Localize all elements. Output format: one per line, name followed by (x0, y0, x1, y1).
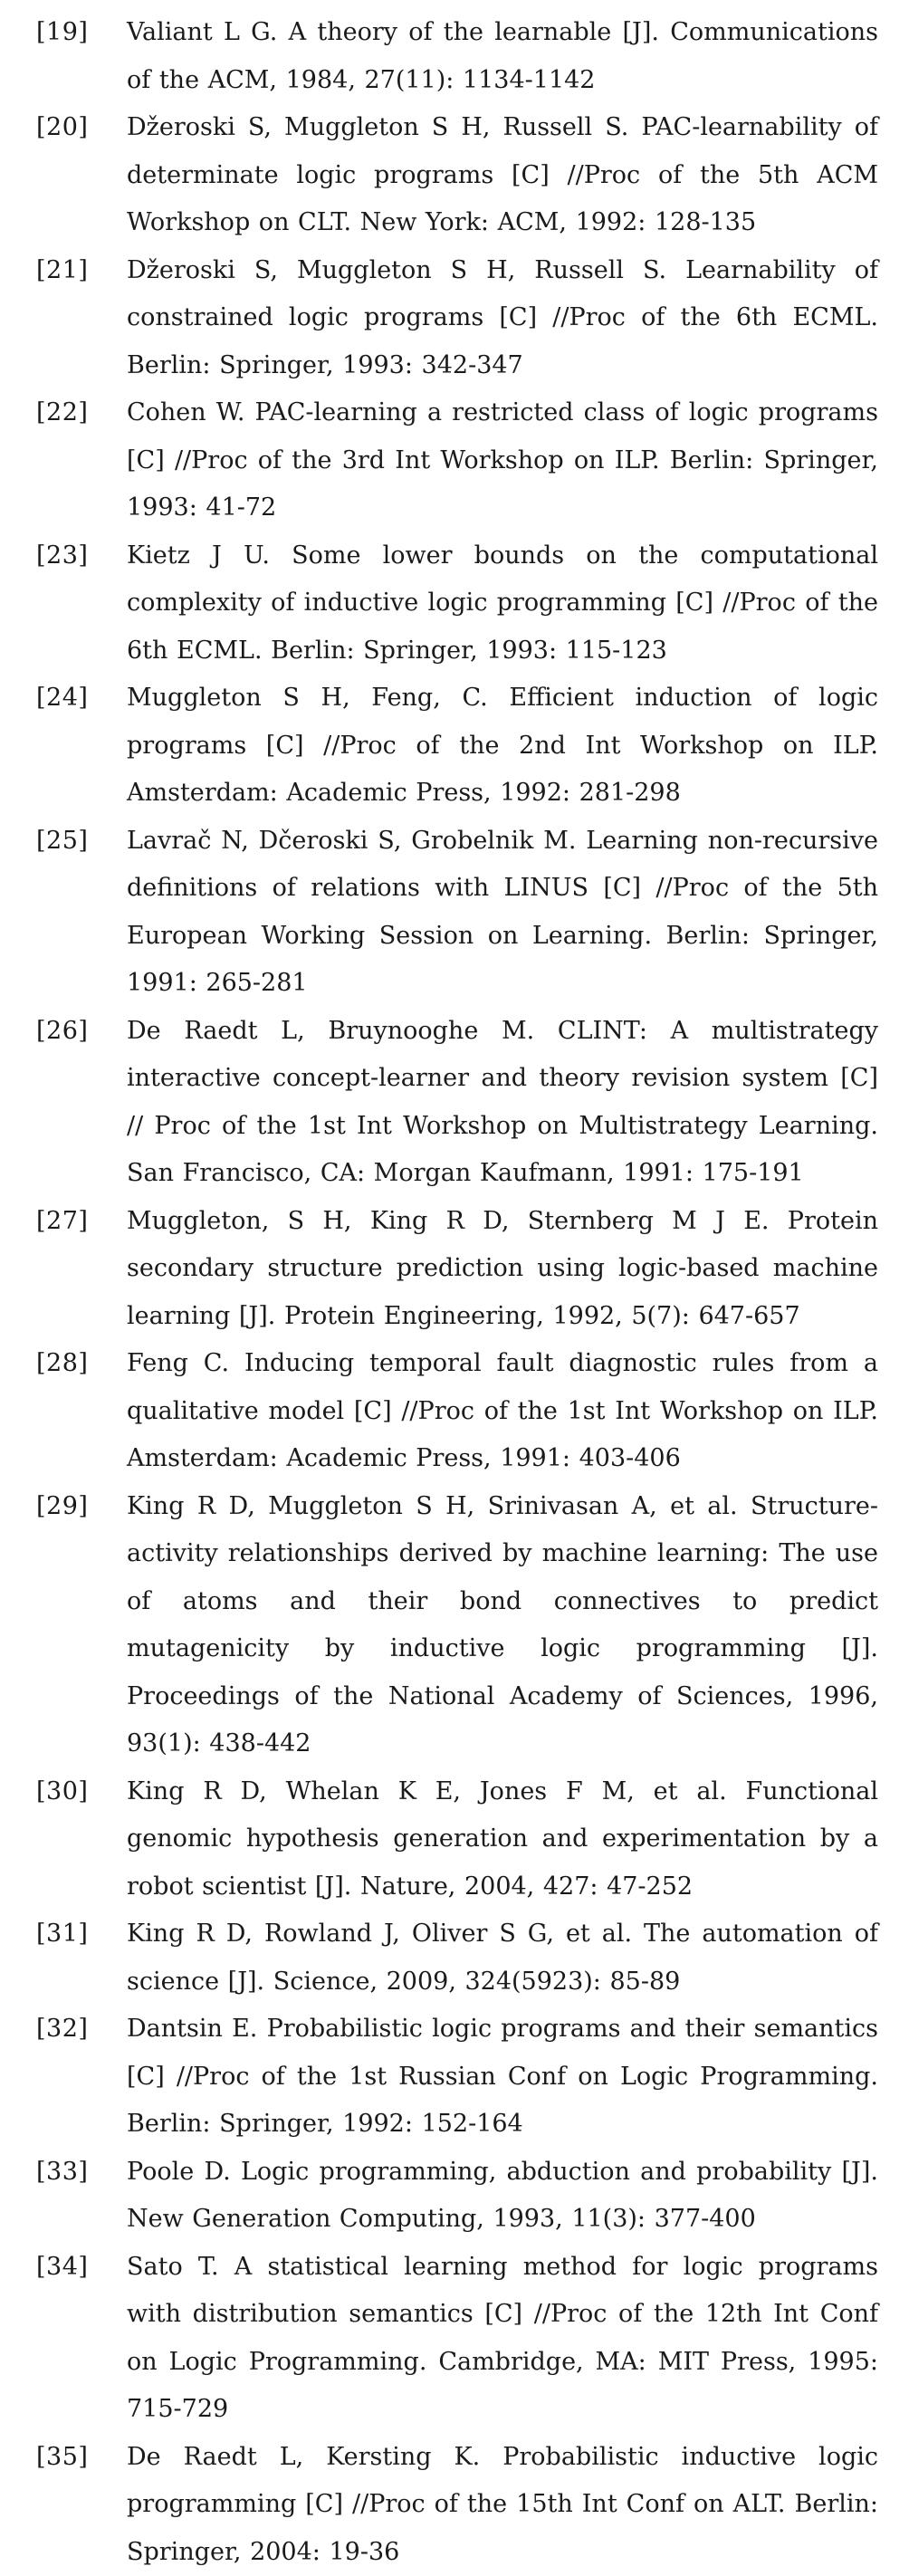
reference-list (36, 9, 878, 2576)
reference-number: [32] (36, 2006, 127, 2054)
reference-number: [23] (36, 532, 127, 580)
reference-item (36, 1340, 878, 1483)
reference-text: King R D, Whelan K E, Jones F M, et al. Functional genomic hypothesis generation and experimentation by a robot scientist [J]. Nature, 2004, 427: 47-252 (127, 1768, 878, 1911)
reference-item (36, 1008, 878, 1198)
reference-item (36, 532, 878, 675)
reference-item (36, 9, 878, 104)
reference-number: [24] (36, 675, 127, 723)
reference-item (36, 1483, 878, 1768)
reference-item (36, 104, 878, 247)
reference-number: [25] (36, 818, 127, 866)
reference-number: [34] (36, 2244, 127, 2292)
reference-item (36, 818, 878, 1008)
reference-item (36, 1198, 878, 1341)
reference-number: [33] (36, 2149, 127, 2197)
reference-item (36, 247, 878, 390)
reference-text: Muggleton, S H, King R D, Sternberg M J E. Protein secondary structure prediction using logic-based machine learning [J]. Protein Engineering, 1992, 5(7): 647-657 (127, 1198, 878, 1341)
reference-item (36, 1910, 878, 2006)
reference-text: Lavrač N, Dčeroski S, Grobelnik M. Learning non-recursive definitions of relations with LINUS [C] //Proc of the 5th European Working Session on Learning. Berlin: Springer, 1991: 265-281 (127, 818, 878, 1008)
reference-item (36, 1768, 878, 1911)
reference-text: Sato T. A statistical learning method for logic programs with distribution semantics [C] //Proc of the 12th Int Conf on Logic Programming. Cambridge, MA: MIT Press, 1995: 715-729 (127, 2244, 878, 2434)
reference-number: [26] (36, 1008, 127, 1056)
reference-number: [35] (36, 2434, 127, 2482)
reference-number: [28] (36, 1340, 127, 1388)
reference-number: [27] (36, 1198, 127, 1246)
reference-text: De Raedt L, Bruynooghe M. CLINT: A multistrategy interactive concept-learner and theory revision system [C] // Proc of the 1st Int Workshop on Multistrategy Learning. San Francisco, CA: Morgan Kaufmann, 1991: 175-191 (127, 1008, 878, 1198)
reference-number: [30] (36, 1768, 127, 1816)
reference-text: Muggleton S H, Feng, C. Efficient induction of logic programs [C] //Proc of the 2nd Int Workshop on ILP. Amsterdam: Academic Press, 1992: 281-298 (127, 675, 878, 818)
reference-item (36, 389, 878, 532)
reference-number: [20] (36, 104, 127, 152)
reference-number: [22] (36, 389, 127, 437)
reference-item (36, 2149, 878, 2244)
reference-number: [19] (36, 9, 127, 57)
reference-text: Poole D. Logic programming, abduction and probability [J]. New Generation Computing, 1993, 11(3): 377-400 (127, 2149, 878, 2244)
reference-number: [21] (36, 247, 127, 295)
reference-text: Džeroski S, Muggleton S H, Russell S. PAC-learnability of determinate logic programs [C] //Proc of the 5th ACM Workshop on CLT. New York: ACM, 1992: 128-135 (127, 104, 878, 247)
reference-item (36, 2006, 878, 2149)
reference-text: Feng C. Inducing temporal fault diagnostic rules from a qualitative model [C] //Proc of the 1st Int Workshop on ILP. Amsterdam: Academic Press, 1991: 403-406 (127, 1340, 878, 1483)
reference-text: King R D, Muggleton S H, Srinivasan A, et al. Structure-activity relationships derived by machine learning: The use of atoms and their bond connectives to predict mutagenicity by inductive logic programming [J]. Proceedings of the National Academy of Sciences, 1996, 93(1): 438-442 (127, 1483, 878, 1768)
reference-text: Dantsin E. Probabilistic logic programs and their semantics [C] //Proc of the 1st Russian Conf on Logic Programming. Berlin: Springer, 1992: 152-164 (127, 2006, 878, 2149)
reference-item (36, 2434, 878, 2576)
reference-number: [31] (36, 1910, 127, 1958)
reference-text: De Raedt L, Kersting K. Probabilistic inductive logic programming [C] //Proc of the 15th Int Conf on ALT. Berlin: Springer, 2004: 19-36 (127, 2434, 878, 2576)
reference-item (36, 2244, 878, 2434)
reference-text: King R D, Rowland J, Oliver S G, et al. The automation of science [J]. Science, 2009, 324(5923): 85-89 (127, 1910, 878, 2006)
reference-text: Valiant L G. A theory of the learnable [J]. Communications of the ACM, 1984, 27(11): 1134-1142 (127, 9, 878, 104)
reference-number: [29] (36, 1483, 127, 1531)
reference-text: Cohen W. PAC-learning a restricted class of logic programs [C] //Proc of the 3rd Int Workshop on ILP. Berlin: Springer, 1993: 41-72 (127, 389, 878, 532)
reference-item (36, 675, 878, 818)
reference-text: Kietz J U. Some lower bounds on the computational complexity of inductive logic programming [C] //Proc of the 6th ECML. Berlin: Springer, 1993: 115-123 (127, 532, 878, 675)
reference-text: Džeroski S, Muggleton S H, Russell S. Learnability of constrained logic programs [C] //Proc of the 6th ECML. Berlin: Springer, 1993: 342-347 (127, 247, 878, 390)
